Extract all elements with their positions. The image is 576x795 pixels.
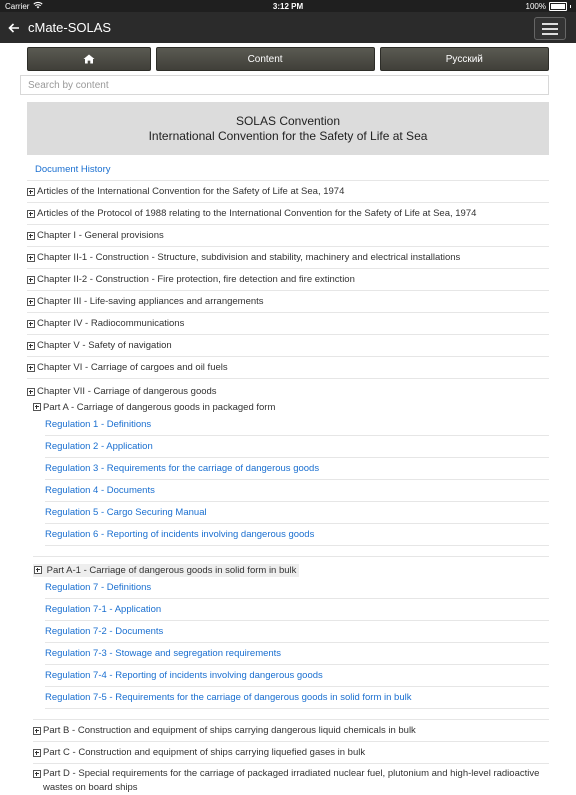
regulation-link[interactable]: Regulation 4 - Documents xyxy=(45,485,155,496)
expand-icon[interactable] xyxy=(27,320,35,328)
regulation-row[interactable] xyxy=(45,665,549,687)
tree-row[interactable] xyxy=(27,291,549,313)
tree-row[interactable] xyxy=(27,247,549,269)
wifi-icon xyxy=(33,1,43,11)
status-left xyxy=(5,1,43,11)
regulation-row[interactable] xyxy=(45,687,549,709)
tree-row-part-c[interactable] xyxy=(33,742,549,764)
tree-item-label[interactable]: Chapter II-2 - Construction - Fire protection, fire detection and fire extinction xyxy=(37,274,355,285)
tree-row-chapter-vii[interactable] xyxy=(27,383,549,400)
tab-language[interactable]: Русский xyxy=(380,47,549,71)
battery-icon xyxy=(549,2,567,11)
status-time: 3:12 PM xyxy=(272,1,304,11)
tree-gap xyxy=(33,709,549,720)
tab-content[interactable]: Content xyxy=(156,47,375,71)
tree-row[interactable] xyxy=(27,335,549,357)
expand-icon[interactable] xyxy=(33,749,41,757)
expand-icon[interactable] xyxy=(33,727,41,735)
expand-icon[interactable] xyxy=(27,298,35,306)
expand-icon[interactable] xyxy=(27,232,35,240)
tree-item-label[interactable]: Articles of the International Convention for the Safety of Life at Sea, 1974 xyxy=(37,186,345,197)
regulation-link[interactable]: Regulation 2 - Application xyxy=(45,441,153,452)
contents-tree xyxy=(27,159,549,795)
tree-item-label[interactable]: Chapter VII - Carriage of dangerous goods xyxy=(37,386,217,397)
hamburger-menu-button[interactable] xyxy=(534,17,566,40)
regulation-link[interactable]: Regulation 7-2 - Documents xyxy=(45,626,164,637)
status-right xyxy=(526,2,571,11)
regulation-row[interactable] xyxy=(45,502,549,524)
tree-row-part-a1[interactable] xyxy=(33,563,549,577)
hamburger-line xyxy=(542,23,558,25)
tree-row-document-history[interactable] xyxy=(27,159,549,181)
tree-row[interactable] xyxy=(27,225,549,247)
part-label[interactable]: Part A - Carriage of dangerous goods in packaged form xyxy=(43,401,276,413)
document-subtitle: International Convention for the Safety of Life at Sea xyxy=(148,128,428,143)
carrier-label: Carrier xyxy=(5,1,30,11)
regulation-row[interactable] xyxy=(45,599,549,621)
hamburger-line xyxy=(542,28,558,30)
tree-item-label[interactable]: Chapter I - General provisions xyxy=(37,230,164,241)
battery-cap xyxy=(570,5,571,8)
tree-item-label[interactable]: Chapter VI - Carriage of cargoes and oil fuels xyxy=(37,362,228,373)
app-bar xyxy=(0,12,576,43)
regulation-link[interactable]: Regulation 3 - Requirements for the carriage of dangerous goods xyxy=(45,463,320,474)
tree-row-part-d[interactable] xyxy=(33,764,549,795)
expand-icon[interactable] xyxy=(27,342,35,350)
regulation-link[interactable]: Regulation 7 - Definitions xyxy=(45,582,152,593)
document-title: SOLAS Convention xyxy=(235,113,341,128)
home-icon xyxy=(83,54,95,64)
battery-percent: 100% xyxy=(525,1,546,11)
expand-icon[interactable] xyxy=(34,566,42,574)
part-label[interactable]: Part D - Special requirements for the carriage of packaged irradiated nuclear fuel, plutonium and high-level radioactive wastes on board ships xyxy=(43,768,540,793)
regulation-row[interactable] xyxy=(45,643,549,665)
part-label[interactable]: Part C - Construction and equipment of ships carrying liquefied gases in bulk xyxy=(43,747,366,758)
expand-icon[interactable] xyxy=(33,770,41,778)
tree-item-label[interactable]: Articles of the Protocol of 1988 relating to the International Convention for the Safety of Life at Sea, 1974 xyxy=(37,208,477,219)
regulation-row[interactable] xyxy=(45,458,549,480)
tree-item-label[interactable]: Chapter IV - Radiocommunications xyxy=(37,318,185,329)
regulation-row[interactable] xyxy=(45,577,549,599)
app-title: cMate-SOLAS xyxy=(28,20,112,35)
tree-row[interactable] xyxy=(27,181,549,203)
regulation-link[interactable]: Regulation 6 - Reporting of incidents involving dangerous goods xyxy=(45,529,315,540)
regulation-link[interactable]: Regulation 5 - Cargo Securing Manual xyxy=(45,507,207,518)
tree-item-label[interactable]: Chapter II-1 - Construction - Structure, subdivision and stability, machinery and electrical installations xyxy=(37,252,461,263)
expand-icon[interactable] xyxy=(27,188,35,196)
tree-row[interactable] xyxy=(27,203,549,225)
arrow-left-icon xyxy=(8,23,20,33)
tree-item-label[interactable]: Chapter V - Safety of navigation xyxy=(37,340,172,351)
status-bar xyxy=(0,0,576,12)
hamburger-line xyxy=(542,33,558,35)
tree-row[interactable] xyxy=(27,313,549,335)
tree-row-part-a[interactable] xyxy=(33,400,549,414)
tree-row[interactable] xyxy=(27,269,549,291)
part-label[interactable]: Part B - Construction and equipment of ships carrying dangerous liquid chemicals in bulk xyxy=(43,725,416,736)
regulation-link[interactable]: Regulation 7-3 - Stowage and segregation requirements xyxy=(45,648,282,659)
search-input[interactable]: Search by content xyxy=(20,75,549,95)
expand-icon[interactable] xyxy=(27,364,35,372)
regulation-link[interactable]: Regulation 1 - Definitions xyxy=(45,419,152,430)
regulation-row[interactable] xyxy=(45,524,549,546)
expand-icon[interactable] xyxy=(27,276,35,284)
tab-home[interactable] xyxy=(27,47,151,71)
document-title-box xyxy=(27,102,549,155)
tree-gap xyxy=(33,546,549,557)
part-label[interactable]: Part A-1 - Carriage of dangerous goods in solid form in bulk xyxy=(46,564,297,576)
tree-item-label[interactable]: Chapter III - Life-saving appliances and arrangements xyxy=(37,296,264,307)
regulation-link[interactable]: Regulation 7-5 - Requirements for the carriage of dangerous goods in solid form in bulk xyxy=(45,692,412,703)
expand-icon[interactable] xyxy=(27,210,35,218)
tree-row-part-b[interactable] xyxy=(33,720,549,742)
expand-icon[interactable] xyxy=(27,254,35,262)
back-button[interactable] xyxy=(0,12,28,43)
regulation-link[interactable]: Regulation 7-4 - Reporting of incidents involving dangerous goods xyxy=(45,670,323,681)
regulation-row[interactable] xyxy=(45,480,549,502)
regulation-row[interactable] xyxy=(45,621,549,643)
regulation-row[interactable] xyxy=(45,414,549,436)
tree-row[interactable] xyxy=(27,357,549,379)
expand-icon[interactable] xyxy=(33,403,41,411)
expand-icon[interactable] xyxy=(27,388,35,396)
regulation-link[interactable]: Regulation 7-1 - Application xyxy=(45,604,162,615)
regulation-row[interactable] xyxy=(45,436,549,458)
tab-bar xyxy=(0,43,576,71)
document-history-link[interactable]: Document History xyxy=(35,164,111,175)
part-highlight[interactable] xyxy=(33,564,299,577)
